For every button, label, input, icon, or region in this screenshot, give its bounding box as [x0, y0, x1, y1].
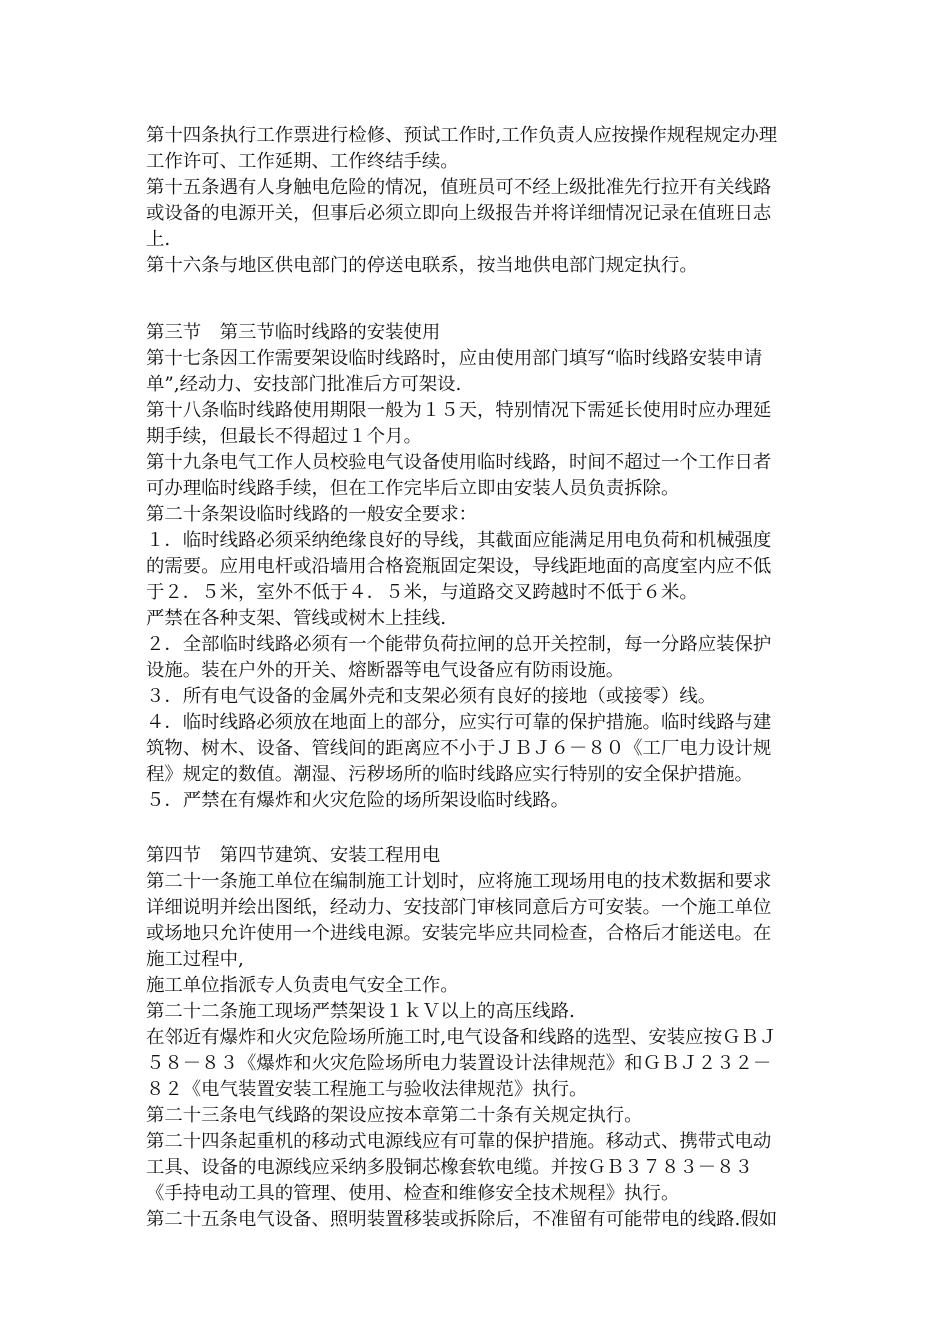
text-line: 可办理临时线路手续，但在工作完毕后立即由安装人员负责拆除。 — [146, 478, 680, 499]
text-line: ８２《电气装置安装工程施工与验收法律规范》执行。 — [146, 1079, 588, 1100]
text-line: ５８－８３《爆炸和火灾危险场所电力装置设计法律规范》和ＧＢＪ２３２－ — [146, 1053, 772, 1074]
text-line: 第十七条因工作需要架设临时线路时，应由使用部门填写“临时线路安装申请 — [146, 348, 763, 369]
text-line: 或设备的电源开关，但事后必须立即向上级报告并将详细情况记录在值班日志 — [146, 203, 772, 224]
text-line: 《手持电动工具的管理、使用、检查和维修安全技术规程》执行。 — [146, 1183, 680, 1204]
text-line: 期手续，但最长不得超过１个月。 — [146, 426, 422, 447]
section-heading: 第四节 第四节建筑、安装工程用电 — [146, 845, 441, 866]
text-line: 第十八条临时线路使用期限一般为１５天，特别情况下需延长使用时应办理延 — [146, 400, 772, 421]
text-line: 施工过程中, — [146, 949, 244, 970]
text-line: 筑物、树木、设备、管线间的距离应不小于ＪＢＪ６－８０《工厂电力设计规 — [146, 738, 772, 759]
text-line: ５．严禁在有爆炸和火灾危险的场所架设临时线路。 — [146, 790, 569, 811]
text-line: 上. — [146, 229, 171, 250]
text-line: 第十九条电气工作人员校验电气设备使用临时线路，时间不超过一个工作日者 — [146, 452, 772, 473]
text-line: ２．全部临时线路必须有一个能带负荷拉闸的总开关控制，每一分路应装保护 — [146, 634, 772, 655]
text-line: 第二十三条电气线路的架设应按本章第二十条有关规定执行。 — [146, 1105, 643, 1126]
text-line: 于２．５米，室外不低于４．５米，与道路交叉跨越时不低于６米。 — [146, 582, 698, 603]
text-line: ４．临时线路必须放在地面上的部分，应实行可靠的保护措施。临时线路与建 — [146, 712, 772, 733]
text-line: 在邻近有爆炸和火灾危险场所施工时,电气设备和线路的选型、安装应按ＧＢＪ — [146, 1027, 778, 1048]
text-line: 第二十二条施工现场严禁架设１ｋＶ以上的高压线路. — [146, 1001, 575, 1022]
text-line: 第十六条与地区供电部门的停送电联系，按当地供电部门规定执行。 — [146, 255, 698, 276]
text-line: 第二十五条电气设备、照明装置移装或拆除后，不准留有可能带电的线路.假如 — [146, 1209, 778, 1230]
text-line: 第十五条遇有人身触电危险的情况，值班员可不经上级批准先行拉开有关线路 — [146, 177, 772, 198]
text-line: ３．所有电气设备的金属外壳和支架必须有良好的接地（或接零）线。 — [146, 686, 717, 707]
text-line: 第二十四条起重机的移动式电源线应有可靠的保护措施。移动式、携带式电动 — [146, 1131, 772, 1152]
text-line: 第十四条执行工作票进行检修、预试工作时,工作负责人应按操作规程规定办理 — [146, 125, 778, 146]
text-line: 第二十条架设临时线路的一般安全要求： — [146, 504, 478, 525]
text-line: 或场地只允许使用一个进线电源。安装完毕应共同检查，合格后才能送电。在 — [146, 923, 772, 944]
text-line: 设施。装在户外的开关、熔断器等电气设备应有防雨设施。 — [146, 660, 625, 681]
text-line: 工具、设备的电源线应采纳多股铜芯橡套软电缆。并按ＧＢ３７８３－８３ — [146, 1157, 753, 1178]
text-line: 的需要。应用电杆或沿墙用合格瓷瓶固定架设，导线距地面的高度室内应不低 — [146, 556, 772, 577]
text-line: 详细说明并绘出图纸，经动力、安技部门审核同意后方可安装。一个施工单位 — [146, 897, 772, 918]
text-line: 第二十一条施工单位在编制施工计划时，应将施工现场用电的技术数据和要求 — [146, 871, 772, 892]
text-line: 严禁在各种支架、管线或树木上挂线. — [146, 608, 447, 629]
text-line: 工作许可、工作延期、工作终结手续。 — [146, 151, 459, 172]
section-heading: 第三节 第三节临时线路的安装使用 — [146, 322, 441, 343]
text-line: １．临时线路必须采纳绝缘良好的导线，其截面应能满足用电负荷和机械强度 — [146, 530, 772, 551]
text-line: 施工单位指派专人负责电气安全工作。 — [146, 975, 459, 996]
text-line: 程》规定的数值。潮湿、污秽场所的临时线路应实行特别的安全保护措施。 — [146, 764, 753, 785]
text-line: 单”,经动力、安技部门批准后方可架设. — [146, 374, 462, 395]
